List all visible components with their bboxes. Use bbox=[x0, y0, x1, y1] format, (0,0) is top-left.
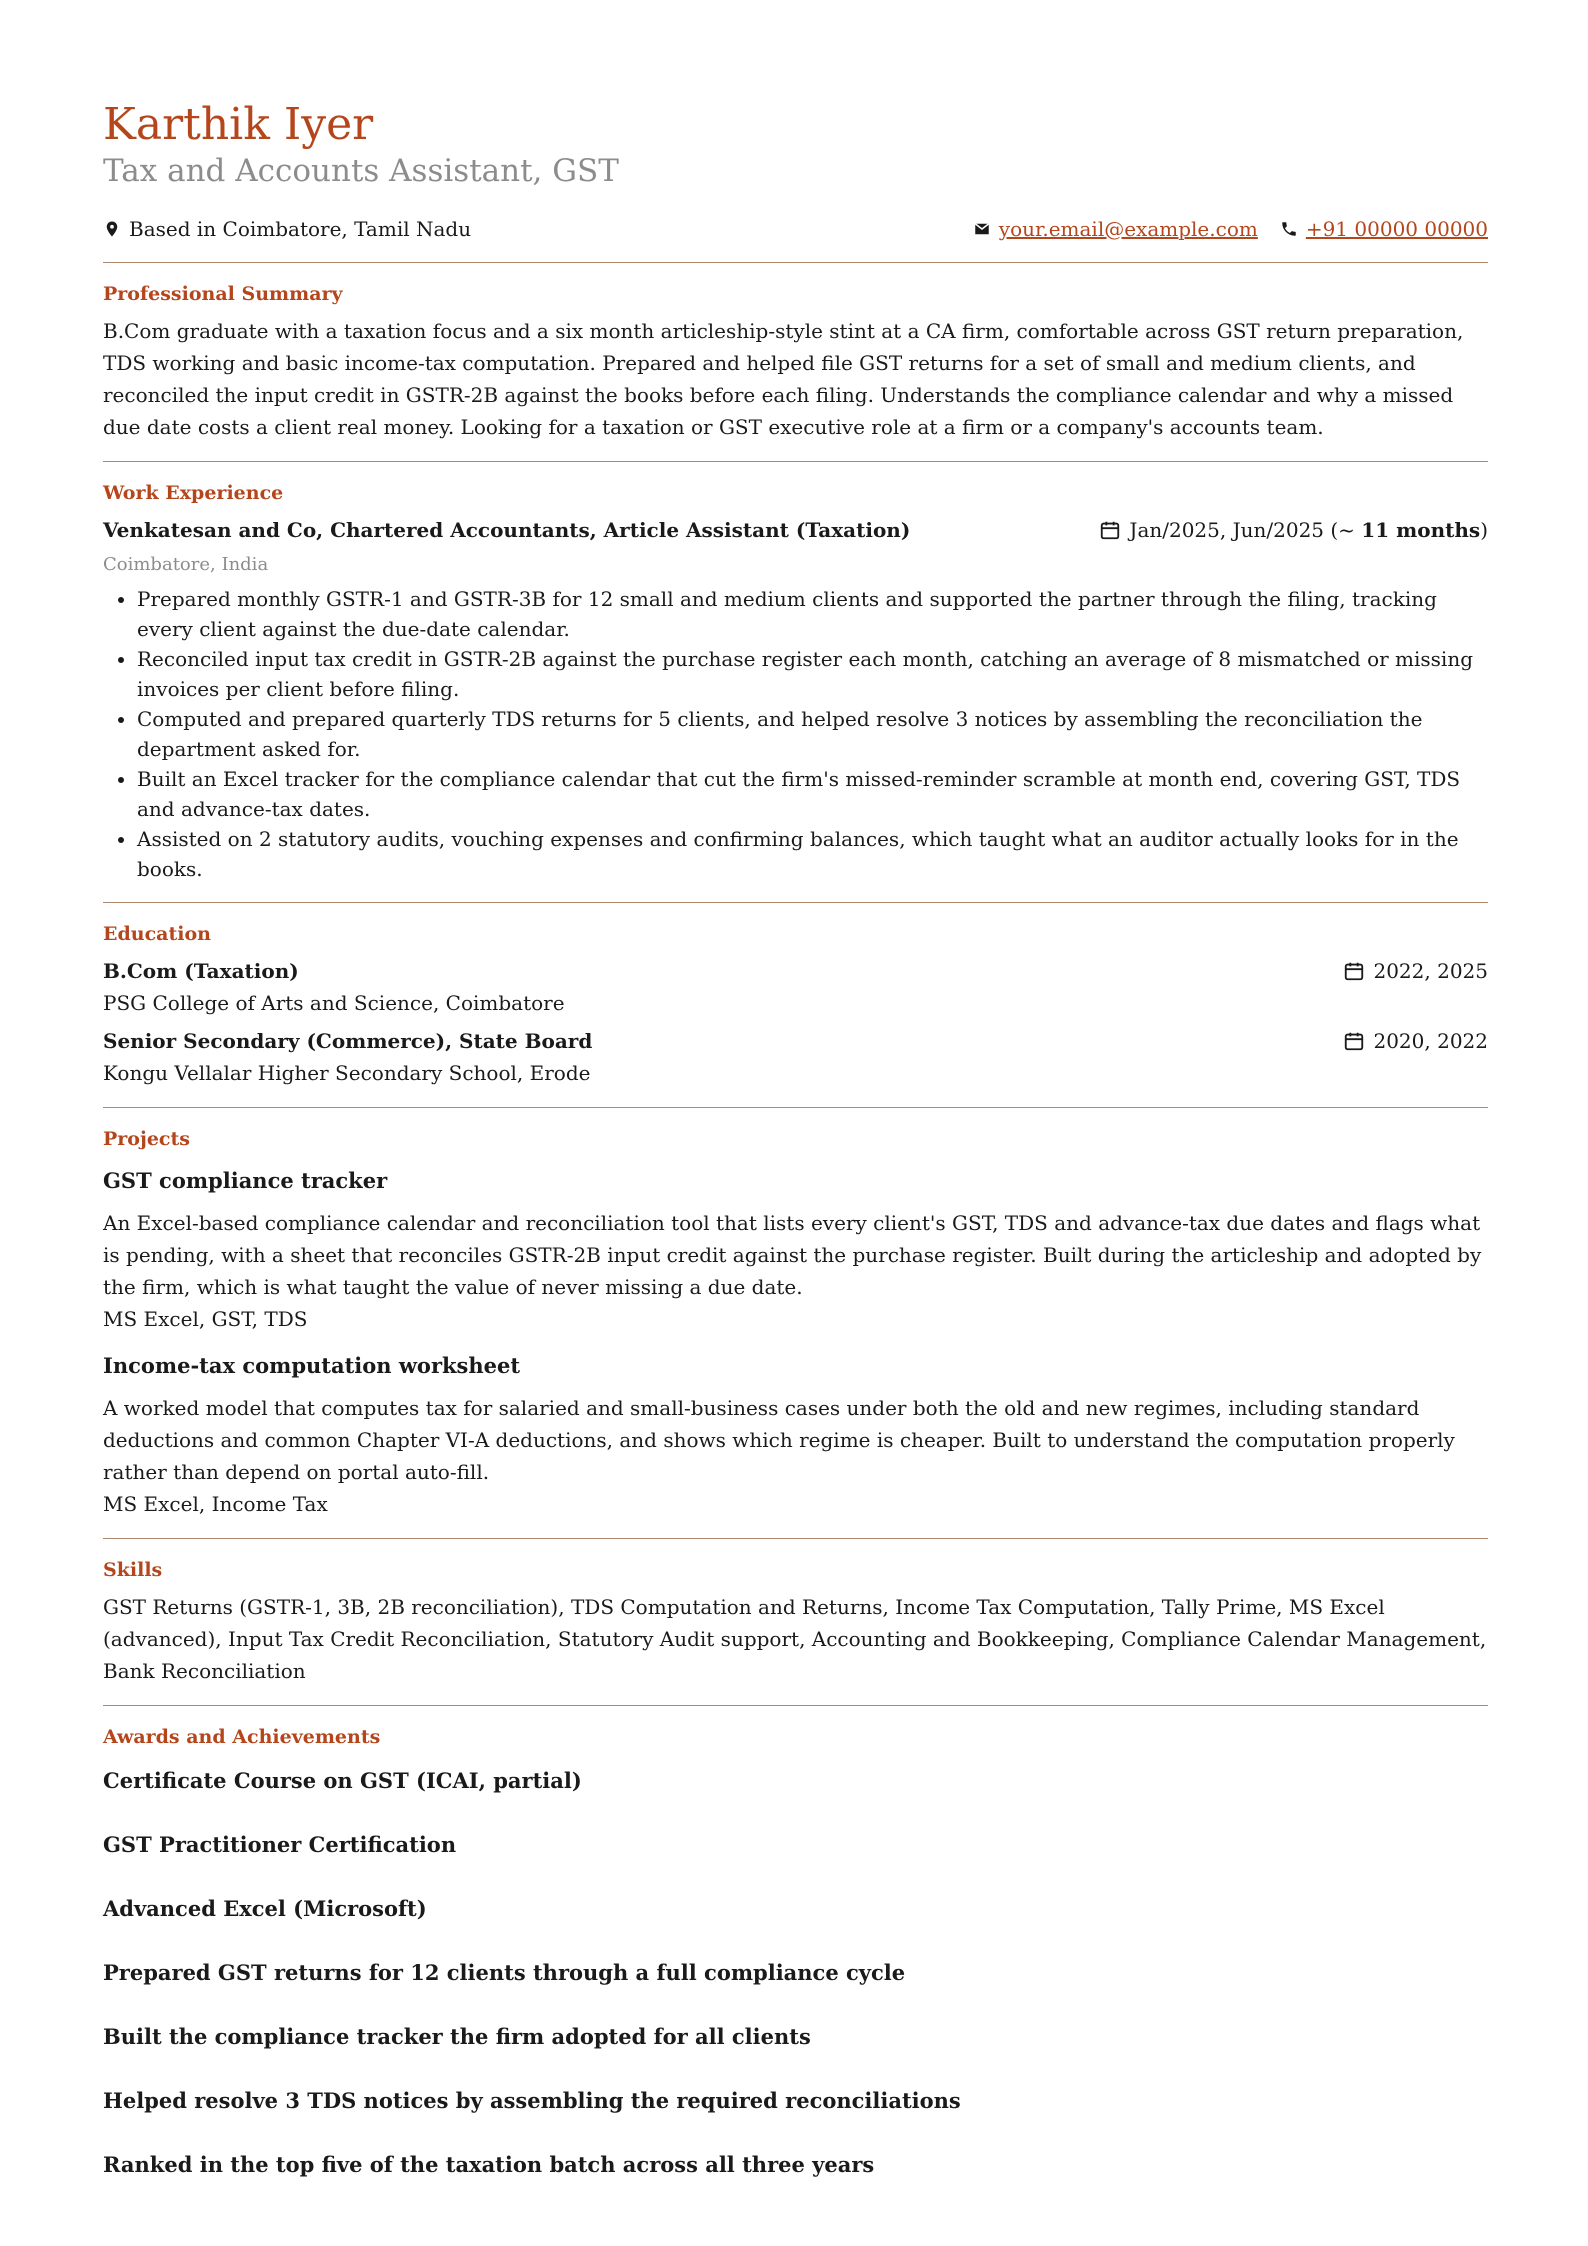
job-location: Coimbatore, India bbox=[103, 553, 269, 575]
project-title: GST compliance tracker bbox=[103, 1167, 388, 1193]
phone-link[interactable]: +91 00000 00000 bbox=[1305, 216, 1488, 241]
candidate-name: Karthik Iyer bbox=[103, 99, 374, 150]
job-title: Venkatesan and Co, Chartered Accountants, Article Assistant (Taxation) bbox=[103, 517, 911, 542]
job-dates bbox=[1099, 514, 1488, 546]
award-item: GST Practitioner Certification bbox=[103, 1831, 457, 1857]
experience-heading: Work Experience bbox=[103, 481, 284, 504]
skills-heading: Skills bbox=[103, 1558, 163, 1581]
phone-icon bbox=[1280, 220, 1298, 238]
project-tech: MS Excel, GST, TDS bbox=[103, 1306, 308, 1331]
candidate-title: Tax and Accounts Assistant, GST bbox=[103, 152, 619, 189]
mail-icon bbox=[973, 220, 991, 238]
divider bbox=[103, 1107, 1488, 1108]
calendar-icon bbox=[1099, 519, 1121, 541]
award-item: Ranked in the top five of the taxation batch across all three years bbox=[103, 2151, 875, 2177]
summary-heading: Professional Summary bbox=[103, 282, 343, 305]
degree-date-range: 2022, 2025 bbox=[1373, 958, 1488, 983]
email-contact bbox=[973, 217, 1258, 241]
education-entry-header bbox=[103, 955, 1488, 987]
location-text: Based in Coimbatore, Tamil Nadu bbox=[129, 216, 472, 241]
job-bullets bbox=[103, 584, 1488, 884]
divider bbox=[103, 262, 1488, 263]
projects-heading: Projects bbox=[103, 1127, 190, 1150]
list-item: • Computed and prepared quarterly TDS returns for 5 clients, and helped resolve 3 notices by assembling the reconciliation the department asked for. bbox=[137, 704, 1488, 764]
awards-section bbox=[103, 1726, 1488, 2180]
resume-page bbox=[103, 100, 1488, 2214]
email-link[interactable]: your.email@example.com bbox=[998, 216, 1258, 241]
experience-section bbox=[103, 482, 1488, 884]
divider bbox=[103, 1538, 1488, 1539]
summary-section bbox=[103, 283, 1488, 443]
phone-contact bbox=[1280, 217, 1488, 241]
list-item: • Assisted on 2 statutory audits, vouching expenses and confirming balances, which taught what an auditor actually looks for in the books. bbox=[137, 824, 1488, 884]
projects-section bbox=[103, 1128, 1488, 1520]
project-tech: MS Excel, Income Tax bbox=[103, 1491, 328, 1516]
project-description: A worked model that computes tax for salaried and small-business cases under both the old and new regimes, including standard deductions and common Chapter VI-A deductions, and shows which regime is cheaper. Built to understand the computation properly rather than depend on portal auto-fill. bbox=[103, 1395, 1455, 1484]
education-section bbox=[103, 923, 1488, 1089]
calendar-icon bbox=[1343, 960, 1365, 982]
job-date-range: Jan/2025, Jun/2025 (~ bbox=[1129, 517, 1362, 542]
project-title: Income-tax computation worksheet bbox=[103, 1352, 521, 1378]
summary-text: B.Com graduate with a taxation focus and a six month articleship-style stint at a CA firm, comfortable across GST return preparation, TDS working and basic income-tax computation. Prepared and helped file GST returns for a set of small and medium clients, and reconciled the input credit in GSTR-2B against the books before each filing. Understands the compliance calendar and why a missed due date costs a client real money. Looking for a taxation or GST executive role at a firm or a company's accounts team. bbox=[103, 318, 1464, 439]
contact-row bbox=[103, 214, 1488, 244]
award-item: Built the compliance tracker the firm adopted for all clients bbox=[103, 2023, 811, 2049]
job-duration: 11 months bbox=[1361, 517, 1481, 542]
degree-dates bbox=[1343, 1025, 1488, 1057]
calendar-icon bbox=[1343, 1030, 1365, 1052]
award-item: Prepared GST returns for 12 clients through a full compliance cycle bbox=[103, 1959, 906, 1985]
job-date-close: ) bbox=[1480, 517, 1488, 542]
institution: Kongu Vellalar Higher Secondary School, Erode bbox=[103, 1060, 591, 1085]
award-item: Advanced Excel (Microsoft) bbox=[103, 1895, 427, 1921]
skills-section bbox=[103, 1559, 1488, 1687]
location bbox=[103, 217, 471, 241]
list-item: • Prepared monthly GSTR-1 and GSTR-3B for 12 small and medium clients and supported the partner through the filing, tracking every client against the due-date calendar. bbox=[137, 584, 1488, 644]
award-item: Helped resolve 3 TDS notices by assembling the required reconciliations bbox=[103, 2087, 961, 2113]
divider bbox=[103, 902, 1488, 903]
education-entry-header bbox=[103, 1025, 1488, 1057]
location-pin-icon bbox=[103, 220, 121, 238]
list-item: • Reconciled input tax credit in GSTR-2B against the purchase register each month, catching an average of 8 mismatched or missing invoices per client before filing. bbox=[137, 644, 1488, 704]
project-description: An Excel-based compliance calendar and reconciliation tool that lists every client's GST, TDS and advance-tax due dates and flags what is pending, with a sheet that reconciles GSTR-2B input credit against the purchase register. Built during the articleship and adopted by the firm, which is what taught the value of never missing a due date. bbox=[103, 1210, 1482, 1299]
divider bbox=[103, 461, 1488, 462]
degree-date-range: 2020, 2022 bbox=[1373, 1028, 1488, 1053]
award-item: Certificate Course on GST (ICAI, partial) bbox=[103, 1767, 582, 1793]
degree-dates bbox=[1343, 955, 1488, 987]
divider bbox=[103, 1705, 1488, 1706]
contact-links bbox=[973, 217, 1488, 241]
degree-title: Senior Secondary (Commerce), State Board bbox=[103, 1028, 593, 1053]
degree-title: B.Com (Taxation) bbox=[103, 958, 299, 983]
skills-text: GST Returns (GSTR-1, 3B, 2B reconciliation), TDS Computation and Returns, Income Tax Computation, Tally Prime, MS Excel (advanced), Input Tax Credit Reconciliation, Statutory Audit support, Accounting and Bookkeeping, Compliance Calendar Management, Bank Reconciliation bbox=[103, 1594, 1487, 1683]
institution: PSG College of Arts and Science, Coimbatore bbox=[103, 990, 565, 1015]
awards-heading: Awards and Achievements bbox=[103, 1725, 381, 1748]
experience-entry-header bbox=[103, 514, 1488, 546]
education-heading: Education bbox=[103, 922, 211, 945]
list-item: • Built an Excel tracker for the compliance calendar that cut the firm's missed-reminder scramble at month end, covering GST, TDS and advance-tax dates. bbox=[137, 764, 1488, 824]
